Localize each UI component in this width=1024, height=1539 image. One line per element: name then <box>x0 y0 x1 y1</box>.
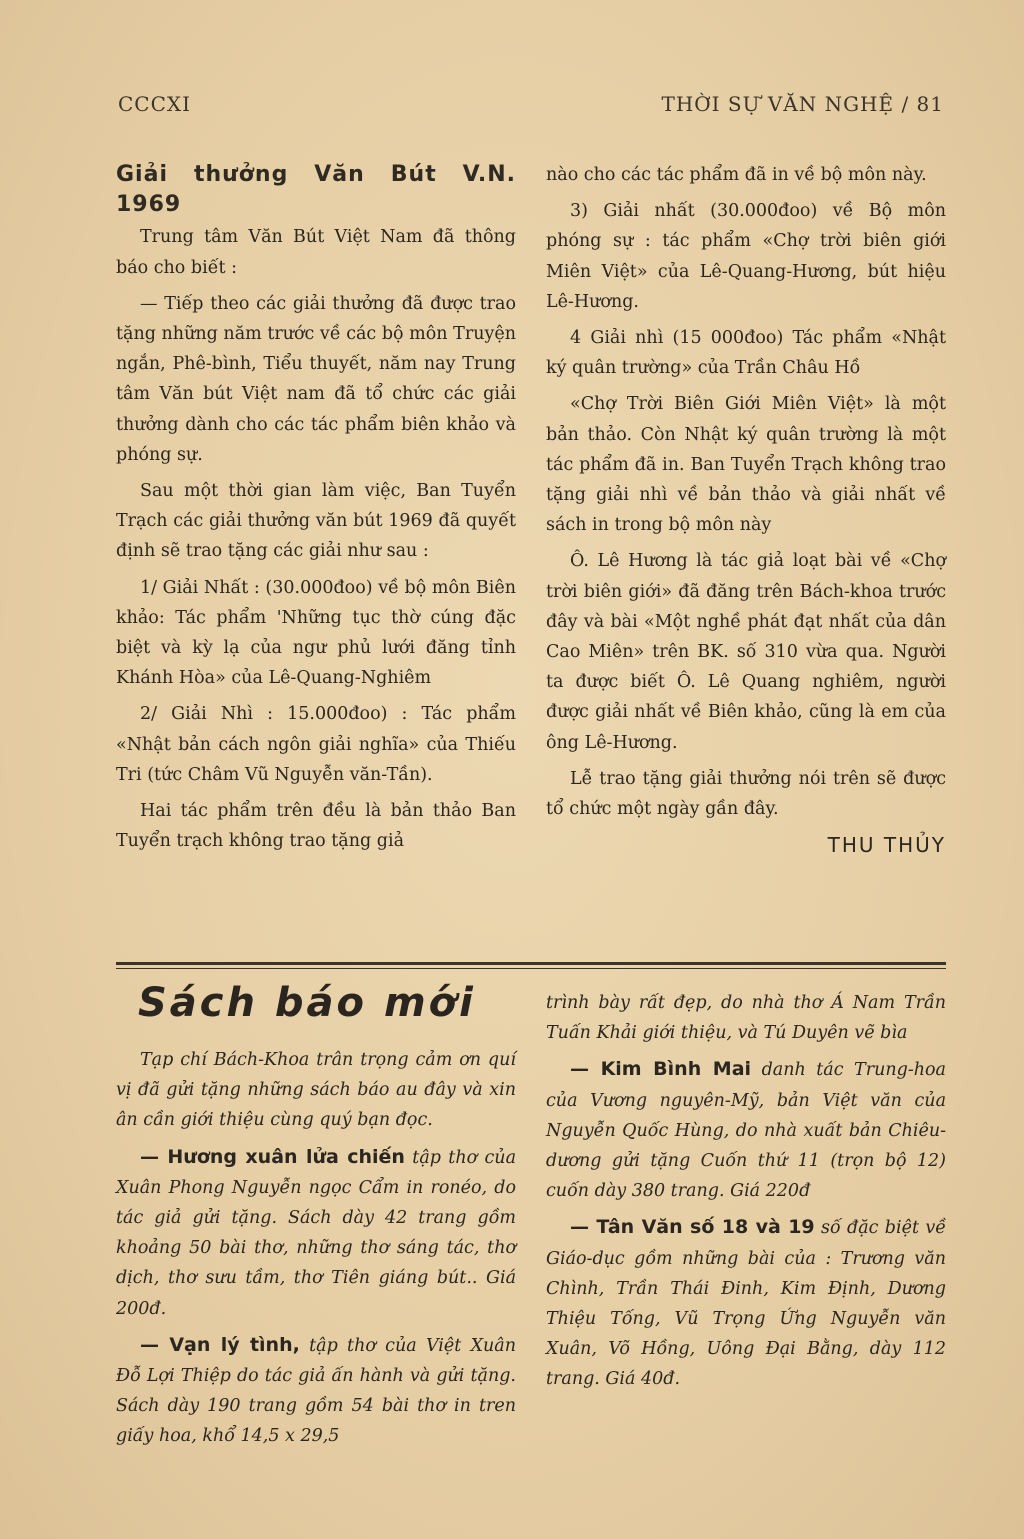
books-section-title: Sách báo mới <box>138 980 476 1026</box>
article-paragraph: nào cho các tác phẩm đã in về bộ môn này. <box>546 165 927 185</box>
books-column-2 <box>546 988 946 1401</box>
book-continuation: trình bày rất đẹp, do nhà thơ Á Nam Trần Tuấn Khải giới thiệu, và Tú Duyên vẽ bìa <box>546 993 946 1044</box>
header-section-page: THỜI SỰ VĂN NGHỆ / 81 <box>661 92 944 116</box>
book-entry <box>546 1054 946 1206</box>
article-paragraph: 1/ Giải Nhất : (30.000đoo) về bộ môn Biên khảo: Tác phẩm 'Những tục thờ cúng đặc biệt và kỳ lạ của ngư phủ lưới đăng tỉnh Khánh Hòa» của Lê-Quang-Nghiêm <box>116 577 516 689</box>
article-signature: THU THỦY <box>827 833 946 858</box>
page-header <box>118 92 944 122</box>
article-paragraph: «Chợ Trời Biên Giới Miên Việt» là một bản thảo. Còn Nhật ký quân trường là một tác phẩm đã in. Ban Tuyển Trạch không trao tặng giải nhì về bản thảo và giải nhất về sách in trong bộ môn này <box>546 394 946 536</box>
book-description: tập thơ của Xuân Phong Nguyễn ngọc Cẩm in ronéo, do tác giả gửi tặng. Sách dày 42 trang gồm khoảng 50 bài thơ, những thơ sáng tác, thơ dịch, thơ sưu tầm, thơ Tiên giáng bút.. Giá 200đ. <box>116 1147 517 1319</box>
article-paragraph: Lễ trao tặng giải thưởng nói trên sẽ được tổ chức một ngày gần đây. <box>546 768 946 820</box>
book-title: — Kim Bình Mai <box>570 1058 752 1081</box>
article-paragraph: 2/ Giải Nhì : 15.000đoo) : Tác phẩm «Nhật bản cách ngôn giải nghĩa» của Thiếu Tri (tức Châm Vũ Nguyễn văn-Tần). <box>116 704 516 785</box>
article-title: Giải thưởng Văn Bút V.N. 1969 <box>116 162 516 218</box>
book-title: — Tân Văn số 18 và 19 <box>570 1216 815 1239</box>
book-description: tập thơ của Việt Xuân Đỗ Lợi Thiệp do tác giả ấn hành và gửi tặng. Sách dày 190 trang gồm 54 bài thơ in tren giấy hoa, khổ 14,5 x 29,5 <box>116 1335 516 1447</box>
book-entry <box>116 1142 516 1324</box>
header-issue: CCCXI <box>118 92 192 116</box>
book-entry <box>116 1330 516 1452</box>
article-paragraph: Ô. Lê Hương là tác giả loạt bài về «Chợ trời biên giới» đã đăng trên Bách-khoa trước đây và bài «Một nghề phát đạt nhất của dân Cao Miên» trên BK. số 310 vừa qua. Người ta được biết Ô. Lê Quang nghiêm, người được giải nhất về Biên khảo, cũng là em của ông Lê-Hương. <box>546 551 946 753</box>
book-description: số đặc biệt về Giáo-dục gồm những bài của : Trương văn Chình, Trần Thái Đinh, Kim Định, Dương Thiệu Tống, Vũ Trọng Ứng Nguyễn văn Xuân, Võ Hồng, Uông Đại Bằng, dày 112 trang. Giá 40đ. <box>546 1218 946 1390</box>
book-entry <box>546 1212 946 1394</box>
article-column-1 <box>116 160 516 862</box>
article-paragraph: — Tiếp theo các giải thưởng đã được trao tặng những năm trước về các bộ môn Truyện ngắn, Phê-bình, Tiểu thuyết, năm nay Trung tâm Văn bút Việt nam đã tổ chức các giải thưởng dành cho các tác phẩm biên khảo và phóng sự. <box>116 293 516 465</box>
article-paragraph: Trung tâm Văn Bút Việt Nam đã thông báo cho biết : <box>116 227 516 278</box>
section-divider-thin <box>116 968 946 969</box>
book-description: danh tác Trung-hoa của Vương nguyên-Mỹ, bản Việt văn của Nguyễn Quốc Hùng, do nhà xuất bản Chiêu-dương gửi tặng Cuốn thứ 11 (trọn bộ 12) cuốn dày 380 trang. Giá 220đ <box>546 1060 946 1202</box>
books-column-1 <box>116 1045 516 1458</box>
article-column-2 <box>546 160 946 866</box>
book-title: — Hương xuân lửa chiến <box>140 1145 405 1168</box>
books-intro: Tạp chí Bách-Khoa trân trọng cảm ơn quí vị đã gửi tặng những sách báo au đây và xin ân cần giới thiệu cùng quý bạn đọc. <box>116 1050 516 1131</box>
article-paragraph: Hai tác phẩm trên đều là bản thảo Ban Tuyển trạch không trao tặng giả <box>116 801 516 852</box>
article-paragraph: 4 Giải nhì (15 000đoo) Tác phẩm «Nhật ký quân trường» của Trần Châu Hồ <box>546 328 946 379</box>
book-title: — Vạn lý tình, <box>140 1333 300 1356</box>
section-divider <box>116 962 946 965</box>
article-paragraph: Sau một thời gian làm việc, Ban Tuyển Trạch các giải thưởng văn bút 1969 đã quyết định sẽ trao tặng các giải như sau : <box>116 481 516 562</box>
article-paragraph: 3) Giải nhất (30.000đoo) về Bộ môn phóng sự : tác phẩm «Chợ trời biên giới Miên Việt» của Lê-Quang-Hương, bút hiệu Lê-Hương. <box>546 201 946 312</box>
